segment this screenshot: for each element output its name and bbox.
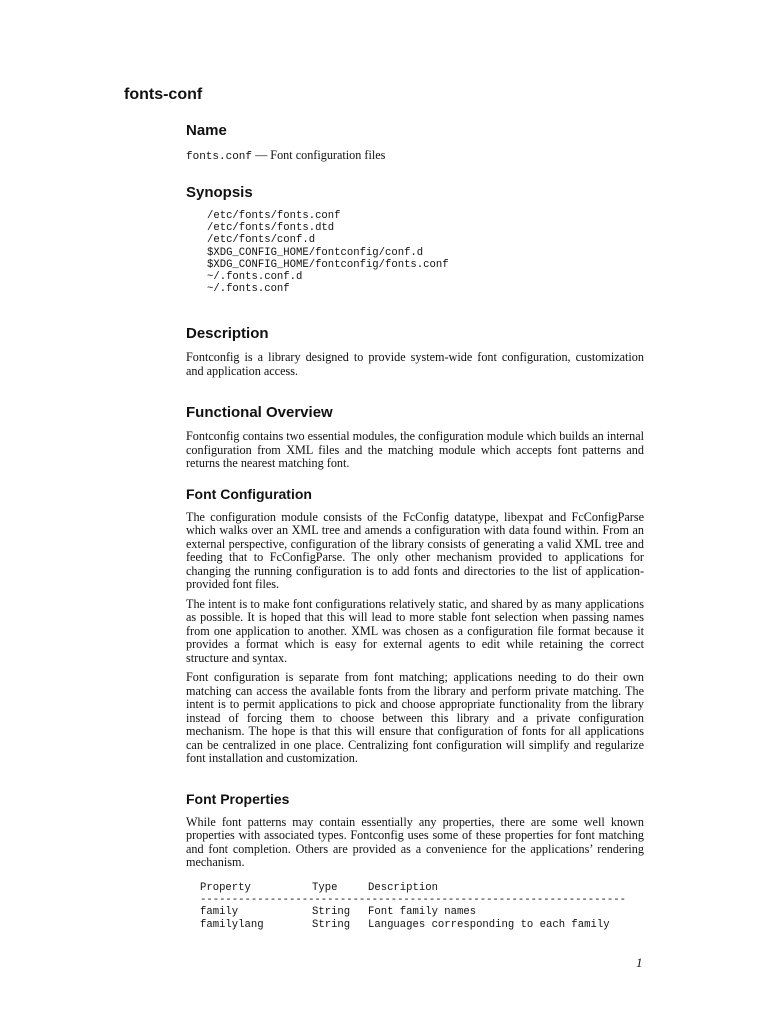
table-header-type: Type <box>312 881 338 894</box>
synopsis-path: /etc/fonts/fonts.dtd <box>207 222 335 235</box>
font-configuration-paragraph: Font configuration is separate from font matching; applications needing to do their own matching can access the available fonts from the library and perform private matching. The intent is to permit applications to pick and choose appropriate functionality from the library instead of forcing them to choose between this library and a private configuration mechanism. The hope is that this will ensure that configuration of fonts for all applications can be centralized in one place. Centralizing font configuration will simplify and regularize font installation and customization. <box>186 670 644 766</box>
table-rule: ------------------------------------------------------------------- <box>200 894 626 907</box>
name-line <box>186 148 644 164</box>
table-header-property: Property <box>200 881 251 894</box>
font-properties-heading: Font Properties <box>186 790 290 807</box>
synopsis-path: $XDG_CONFIG_HOME/fontconfig/conf.d <box>207 246 424 259</box>
synopsis-path: $XDG_CONFIG_HOME/fontconfig/fonts.conf <box>207 258 449 271</box>
document-content <box>186 122 644 931</box>
synopsis-path: ~/.fonts.conf <box>207 283 290 296</box>
page-number: 1 <box>636 955 643 970</box>
functional-overview-heading: Functional Overview <box>186 404 333 422</box>
font-configuration-heading: Font Configuration <box>186 485 312 502</box>
description-text: Fontconfig is a library designed to provide system-wide font configuration, customization and application access. <box>186 350 644 378</box>
name-heading: Name <box>186 122 227 139</box>
table-cell-description: Languages corresponding to each family <box>368 918 610 931</box>
table-row <box>200 906 626 918</box>
synopsis-path: /etc/fonts/conf.d <box>207 234 316 247</box>
table-header-description: Description <box>368 881 438 894</box>
table-rule-row <box>200 894 626 906</box>
synopsis-path: ~/.fonts.conf.d <box>207 271 303 284</box>
description-heading: Description <box>186 325 269 343</box>
font-configuration-paragraph: The intent is to make font configurations relatively static, and shared by as many applications as possible. It is hoped that this will lead to more stable font selection when passing names from one application to another. XML was chosen as a configuration file format because it provides a format which is easy for external agents to edit while retaining the correct structure and syntax. <box>186 596 644 665</box>
document-title: fonts-conf <box>124 86 203 103</box>
synopsis-path: /etc/fonts/fonts.conf <box>207 210 341 222</box>
name-code: fonts.conf <box>186 151 253 163</box>
table-header-row <box>200 882 626 894</box>
table-row <box>200 919 626 931</box>
table-cell-property: family <box>200 906 239 919</box>
table-cell-type: String <box>312 906 351 919</box>
font-properties-text: While font patterns may contain essentially any properties, there are some well known properties with associated types. Fontconfig uses some of these properties for font matching and font completion. Others are provided as a convenience for the applications’ rendering mechanism. <box>186 814 644 870</box>
table-cell-description: Font family names <box>368 906 477 919</box>
font-configuration-paragraph: The configuration module consists of the FcConfig datatype, libexpat and FcConfigParse which walks over an XML tree and amends a configuration with data found within. From an external perspective, configuration of the library consists of generating a valid XML tree and feeding that to FcConfigParse. The only other mechanism provided to applications for changing the running configuration is to add fonts and directories to the list of application-provided font files. <box>186 509 644 592</box>
table-cell-type: String <box>312 918 351 931</box>
synopsis-paths <box>207 210 644 295</box>
functional-overview-text: Fontconfig contains two essential modules, the configuration module which builds an internal configuration from XML files and the matching module which accepts font patterns and returns the nearest matching font. <box>186 429 644 471</box>
name-description: — Font configuration files <box>252 148 386 162</box>
font-properties-table <box>200 882 626 931</box>
table-cell-property: familylang <box>200 918 264 931</box>
synopsis-heading: Synopsis <box>186 184 253 201</box>
